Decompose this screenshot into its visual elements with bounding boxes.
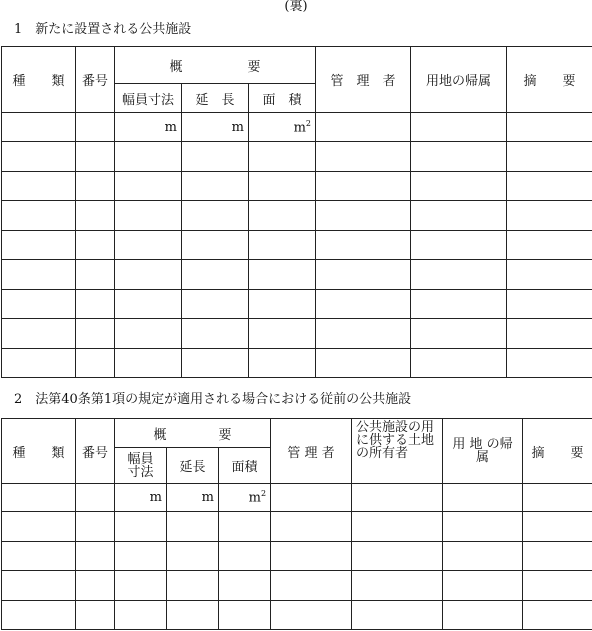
cell-land[interactable] (443, 571, 523, 601)
cell-land[interactable] (443, 512, 523, 542)
cell-manager[interactable] (271, 601, 352, 630)
header-land-owner: 公共施設の用に供する土地の所有者 (352, 419, 443, 484)
cell-number[interactable] (76, 484, 115, 512)
cell-land[interactable] (411, 113, 507, 142)
cell-width[interactable] (115, 142, 182, 172)
cell-land[interactable] (443, 484, 523, 512)
header-type: 種 類 (2, 419, 76, 484)
cell-length[interactable] (182, 142, 249, 172)
header-width: 幅員寸法 (115, 448, 167, 484)
cell-land[interactable] (411, 172, 507, 201)
cell-width[interactable] (115, 172, 182, 201)
cell-remarks[interactable] (507, 172, 592, 201)
cell-length[interactable] (182, 290, 249, 319)
table-row (2, 290, 592, 319)
cell-width[interactable] (115, 319, 182, 349)
unit-length: m (201, 490, 214, 505)
unit-area: m (248, 490, 261, 506)
cell-number[interactable] (76, 601, 115, 630)
cell-manager[interactable] (316, 201, 411, 231)
cell-length[interactable] (182, 319, 249, 349)
cell-remarks[interactable] (523, 601, 592, 630)
cell-type[interactable] (2, 349, 76, 378)
unit-area-sup: 2 (305, 118, 311, 128)
header-length: 延 長 (182, 84, 249, 113)
table-row (2, 172, 592, 201)
cell-owner[interactable] (352, 542, 443, 571)
cell-land[interactable] (411, 201, 507, 231)
cell-area[interactable] (249, 113, 316, 142)
cell-width[interactable] (115, 484, 167, 512)
cell-length[interactable] (167, 601, 219, 630)
cell-land[interactable] (443, 542, 523, 571)
cell-type[interactable] (2, 201, 76, 231)
page-title: (裏) (284, 0, 308, 14)
unit-area: m (293, 120, 306, 136)
cell-remarks[interactable] (507, 201, 592, 231)
section-2-heading: 2 法第40条第1項の規定が適用される場合における従前の公共施設 (14, 392, 412, 407)
cell-remarks[interactable] (523, 512, 592, 542)
cell-manager[interactable] (271, 512, 352, 542)
cell-manager[interactable] (316, 172, 411, 201)
cell-type[interactable] (2, 571, 76, 601)
header-overview: 概 要 (115, 419, 271, 448)
cell-remarks[interactable] (523, 571, 592, 601)
cell-length[interactable] (182, 201, 249, 231)
header-area: 面積 (219, 448, 271, 484)
cell-remarks[interactable] (507, 231, 592, 260)
cell-area[interactable] (249, 349, 316, 378)
cell-area[interactable] (249, 290, 316, 319)
cell-type[interactable] (2, 290, 76, 319)
section-1-heading: 1 新たに設置される公共施設 (14, 22, 192, 37)
cell-number[interactable] (76, 201, 115, 231)
cell-width[interactable] (115, 290, 182, 319)
unit-length: m (231, 119, 244, 135)
cell-area[interactable] (219, 542, 271, 571)
cell-type[interactable] (2, 142, 76, 172)
cell-manager[interactable] (316, 319, 411, 349)
unit-width: m (164, 119, 177, 135)
header-manager: 管 理 者 (271, 419, 352, 484)
table-row (2, 601, 592, 630)
table-row (2, 571, 592, 601)
cell-type[interactable] (2, 484, 76, 512)
cell-length[interactable] (182, 172, 249, 201)
table-row (2, 349, 592, 378)
cell-remarks[interactable] (507, 260, 592, 290)
cell-land[interactable] (443, 601, 523, 630)
unit-width: m (149, 490, 162, 505)
cell-area[interactable] (249, 172, 316, 201)
cell-type[interactable] (2, 231, 76, 260)
cell-width[interactable] (115, 512, 167, 542)
cell-width[interactable] (115, 113, 182, 142)
cell-length[interactable] (182, 231, 249, 260)
cell-number[interactable] (76, 319, 115, 349)
cell-type[interactable] (2, 542, 76, 571)
header-land-ownership: 用地の帰属 (411, 47, 507, 113)
cell-area[interactable] (249, 319, 316, 349)
table-row (2, 231, 592, 260)
cell-number[interactable] (76, 349, 115, 378)
header-remarks: 摘 要 (523, 419, 592, 484)
cell-number[interactable] (76, 290, 115, 319)
cell-manager[interactable] (316, 231, 411, 260)
cell-type[interactable] (2, 319, 76, 349)
cell-width[interactable] (115, 231, 182, 260)
cell-remarks[interactable] (523, 484, 592, 512)
cell-area[interactable] (219, 484, 271, 512)
table-row (2, 201, 592, 231)
cell-width[interactable] (115, 542, 167, 571)
cell-owner[interactable] (352, 484, 443, 512)
cell-type[interactable] (2, 601, 76, 630)
cell-type[interactable] (2, 113, 76, 142)
cell-type[interactable] (2, 512, 76, 542)
cell-remarks[interactable] (507, 113, 592, 142)
cell-area[interactable] (219, 571, 271, 601)
cell-manager[interactable] (316, 349, 411, 378)
cell-length[interactable] (167, 571, 219, 601)
table-row (2, 113, 592, 142)
cell-number[interactable] (76, 231, 115, 260)
cell-area[interactable] (249, 142, 316, 172)
header-width: 幅員寸法 (115, 84, 182, 113)
cell-type[interactable] (2, 172, 76, 201)
cell-owner[interactable] (352, 571, 443, 601)
cell-manager[interactable] (271, 484, 352, 512)
cell-area[interactable] (249, 260, 316, 290)
cell-length[interactable] (167, 512, 219, 542)
cell-manager[interactable] (271, 542, 352, 571)
cell-number[interactable] (76, 571, 115, 601)
cell-number[interactable] (76, 142, 115, 172)
cell-number[interactable] (76, 113, 115, 142)
cell-land[interactable] (411, 231, 507, 260)
cell-manager[interactable] (316, 142, 411, 172)
cell-length[interactable] (167, 542, 219, 571)
header-overview: 概 要 (115, 47, 316, 84)
cell-length[interactable] (182, 113, 249, 142)
cell-number[interactable] (76, 542, 115, 571)
cell-width[interactable] (115, 201, 182, 231)
cell-owner[interactable] (352, 601, 443, 630)
cell-length[interactable] (167, 484, 219, 512)
header-manager: 管 理 者 (316, 47, 411, 113)
cell-land[interactable] (411, 260, 507, 290)
cell-length[interactable] (182, 349, 249, 378)
cell-width[interactable] (115, 601, 167, 630)
cell-manager[interactable] (316, 290, 411, 319)
cell-land[interactable] (411, 142, 507, 172)
header-type: 種 類 (2, 47, 76, 113)
table-row (2, 484, 592, 512)
cell-remarks[interactable] (507, 142, 592, 172)
header-length: 延長 (167, 448, 219, 484)
cell-owner[interactable] (352, 512, 443, 542)
cell-area[interactable] (219, 601, 271, 630)
cell-land[interactable] (411, 349, 507, 378)
cell-width[interactable] (115, 349, 182, 378)
header-number: 番号 (76, 47, 115, 113)
header-area: 面 積 (249, 84, 316, 113)
cell-number[interactable] (76, 172, 115, 201)
cell-land[interactable] (411, 290, 507, 319)
header-remarks: 摘 要 (507, 47, 592, 113)
table-row (2, 142, 592, 172)
header-land-ownership: 用 地 の帰 属 (443, 419, 523, 484)
cell-manager[interactable] (316, 260, 411, 290)
cell-manager[interactable] (316, 113, 411, 142)
unit-area-sup: 2 (260, 489, 267, 499)
table-row (2, 542, 592, 571)
cell-area[interactable] (249, 201, 316, 231)
table-row (2, 260, 592, 290)
table-row (2, 512, 592, 542)
cell-land[interactable] (411, 319, 507, 349)
cell-remarks[interactable] (523, 542, 592, 571)
cell-width[interactable] (115, 260, 182, 290)
cell-area[interactable] (249, 231, 316, 260)
previous-public-facilities-table (1, 418, 592, 630)
cell-manager[interactable] (271, 571, 352, 601)
cell-type[interactable] (2, 260, 76, 290)
cell-remarks[interactable] (507, 290, 592, 319)
cell-number[interactable] (76, 260, 115, 290)
cell-remarks[interactable] (507, 319, 592, 349)
cell-remarks[interactable] (507, 349, 592, 378)
cell-length[interactable] (182, 260, 249, 290)
cell-area[interactable] (219, 512, 271, 542)
cell-width[interactable] (115, 571, 167, 601)
header-number: 番号 (76, 419, 115, 484)
cell-number[interactable] (76, 512, 115, 542)
new-public-facilities-table (1, 46, 592, 378)
table-row (2, 319, 592, 349)
